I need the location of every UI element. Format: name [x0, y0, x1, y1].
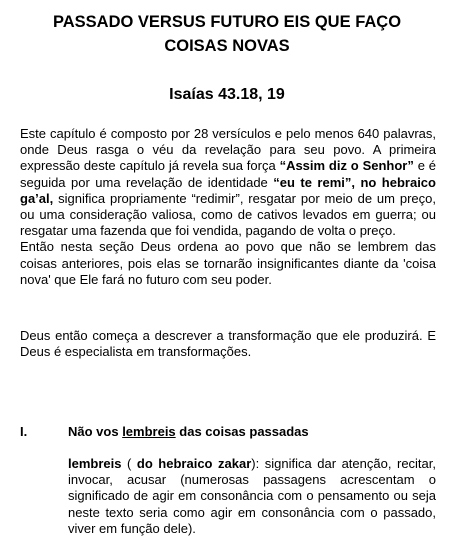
definition-term: lembreis — [68, 456, 122, 471]
definition-source: do hebraico zakar — [136, 456, 252, 471]
scripture-reference: Isaías 43.18, 19 — [169, 86, 285, 103]
intro-text-1: Este capítulo é composto por 28 versículos e pelo menos 640 palavras, onde Deus rasga o véu da revelação para seu povo. A primeira expressão deste capítulo já revela sua força — [20, 126, 436, 174]
intro-text-4: Então nesta seção Deus ordena ao povo que não se lembrem das coisas anteriores, pois elas se tornarão insignificantes diante da 'coisa nova' que Ele fará no futuro com seu poder. — [20, 239, 436, 287]
intro-paragraph — [20, 126, 436, 288]
definition-paragraph — [68, 456, 436, 537]
section-title-post: das coisas passadas — [175, 424, 309, 439]
intro-quote-remi: “eu te remi”, no hebraico ga’al, — [20, 174, 436, 206]
definition-text-2: ): significa dar atenção, recitar, invocar, acusar (numerosas passagens acrescentam o significado de agir em consonância com o pensamento ou seja neste texto seria como agir em consonância com o passado, viver em função dele). — [68, 456, 436, 536]
section-title-pre: Não vos — [68, 424, 123, 439]
definition-text-1: ( — [121, 456, 137, 471]
section-title-underlined: lembreis — [122, 424, 176, 439]
intro-quote-assim: “Assim diz o Senhor” — [279, 158, 414, 174]
transformation-paragraph: Deus então começa a descrever a transformação que ele produzirá. E Deus é especialista em transformações. — [20, 328, 436, 360]
page-title: PASSADO VERSUS FUTURO EIS QUE FAÇO COISAS NOVAS — [52, 13, 402, 55]
section-title — [68, 424, 309, 439]
intro-text-2: e é seguida por uma revelação de identidade — [20, 158, 437, 190]
intro-text-3: significa propriamente “redimir”, resgatar por meio de um preço, ou uma consideração valiosa, como de cativos levados em guerra; ou resgatar uma fazenda que foi vendida, pagando de volta o preço. — [20, 190, 436, 239]
section-number: I. — [20, 424, 28, 439]
